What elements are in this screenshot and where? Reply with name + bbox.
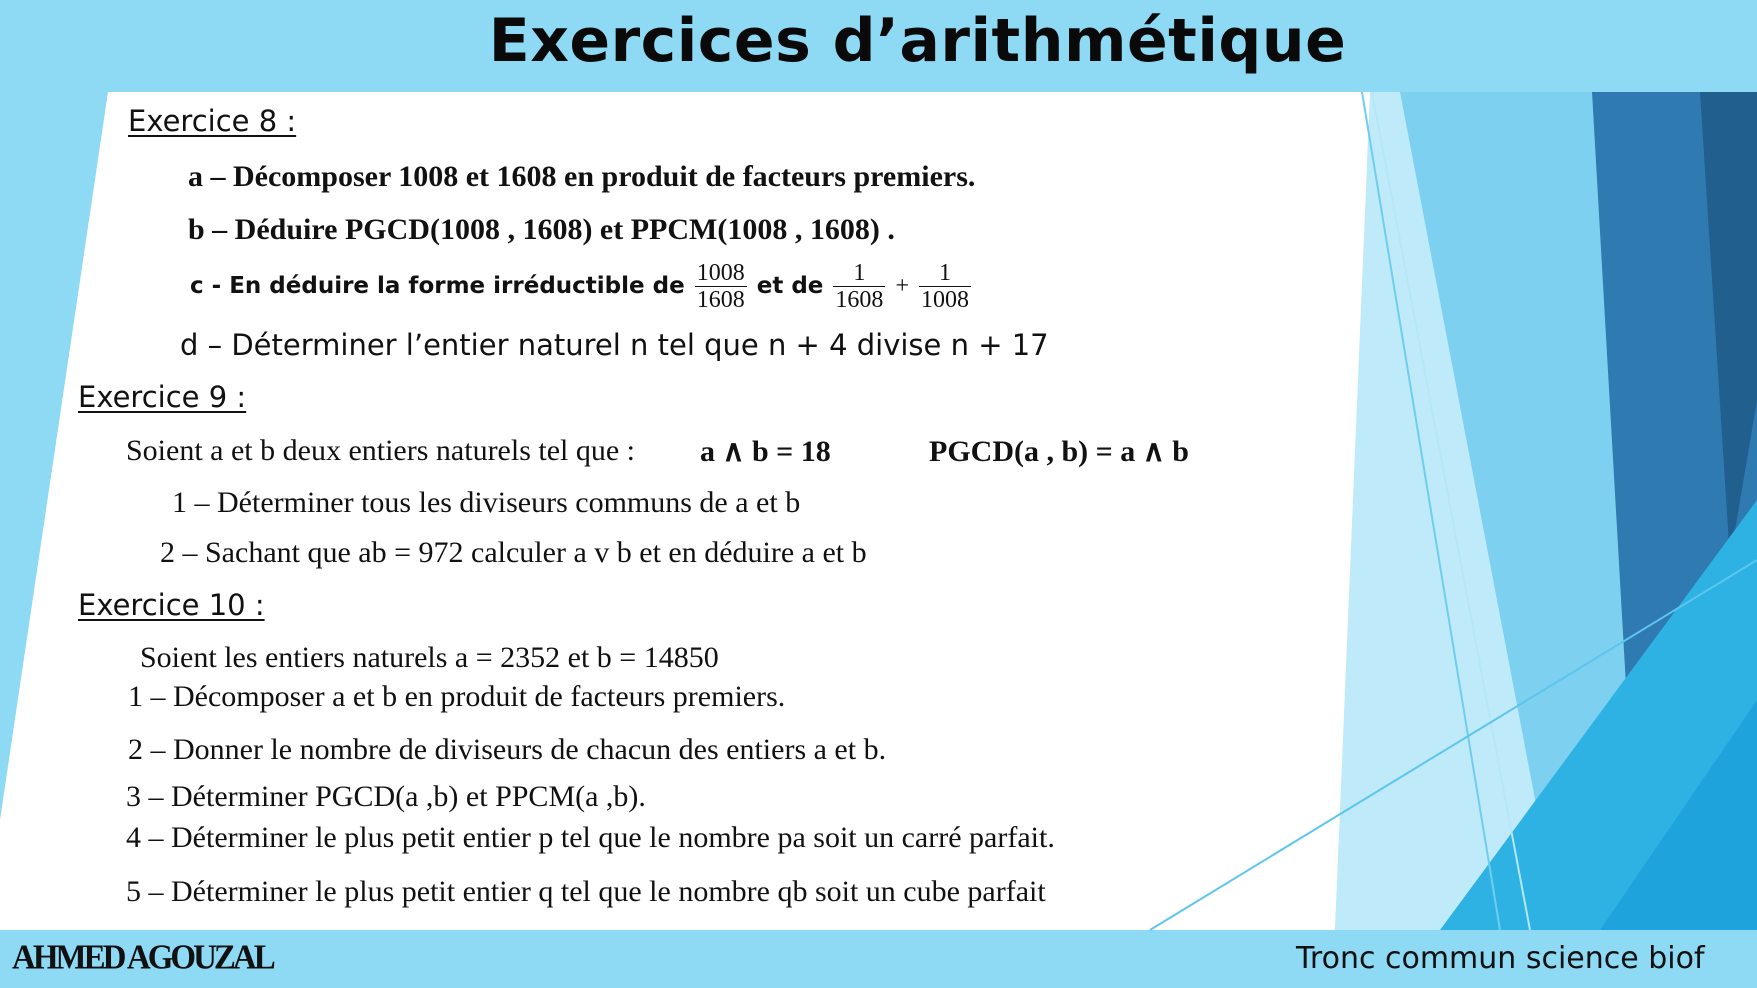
exercise-9-question-2: 2 – Sachant que ab = 972 calculer a v b et en déduire a et b: [160, 536, 867, 569]
exercise-8-question-a: a – Décomposer 1008 et 1608 en produit de facteurs premiers.: [188, 160, 976, 193]
exercise-9-condition-1: a ∧ b = 18: [700, 435, 831, 468]
exercise-10-question-4: 4 – Déterminer le plus petit entier p tel que le nombre pa soit un carré parfait.: [126, 821, 1055, 854]
fraction-1-over-1008: [919, 260, 971, 313]
exercise-9-question-1: 1 – Déterminer tous les diviseurs communs de a et b: [172, 486, 801, 519]
fraction-denominator: 1008: [921, 287, 969, 313]
fraction-numerator: 1: [919, 260, 971, 287]
exercise-10-intro: Soient les entiers naturels a = 2352 et b = 14850: [140, 641, 719, 674]
fraction-denominator: 1608: [696, 287, 745, 313]
exercise-8-question-d: d – Déterminer l’entier naturel n tel que n + 4 divise n + 17: [180, 328, 1049, 362]
exercise-8-question-c-prefix: c - En déduire la forme irréductible de: [190, 273, 685, 299]
exercise-9-heading: Exercice 9 :: [78, 380, 247, 414]
plus-sign: +: [895, 273, 909, 299]
exercise-10-question-5: 5 – Déterminer le plus petit entier q tel que le nombre qb soit un cube parfait: [126, 875, 1046, 908]
fraction-1-over-1608: [833, 260, 885, 313]
exercise-10-question-1: 1 – Décomposer a et b en produit de facteurs premiers.: [128, 680, 786, 713]
course-label: Tronc commun science biof: [1296, 941, 1705, 976]
exercise-8-heading: Exercice 8 :: [128, 104, 297, 138]
author-name: AHMED AGOUZAL: [12, 939, 273, 977]
exercise-9-intro: Soient a et b deux entiers naturels tel que :: [126, 434, 636, 467]
exercise-9-condition-2: PGCD(a , b) = a ∧ b: [929, 435, 1189, 468]
fraction-1008-over-1608: [695, 260, 747, 313]
exercise-8-question-c-mid: et de: [756, 273, 824, 299]
fraction-denominator: 1608: [835, 287, 884, 313]
exercise-10-question-3: 3 – Déterminer PGCD(a ,b) et PPCM(a ,b).: [126, 780, 646, 813]
fraction-numerator: 1008: [696, 260, 745, 286]
exercise-8-question-c: [190, 258, 973, 314]
exercise-10-heading: Exercice 10 :: [78, 588, 265, 622]
fraction-numerator: 1: [833, 260, 885, 287]
page-title: Exercices d’arithmétique: [488, 6, 1347, 76]
exercise-10-question-2: 2 – Donner le nombre de diviseurs de chacun des entiers a et b.: [128, 733, 887, 766]
exercise-8-question-b: b – Déduire PGCD(1008 , 1608) et PPCM(1008 , 1608) .: [188, 213, 895, 246]
